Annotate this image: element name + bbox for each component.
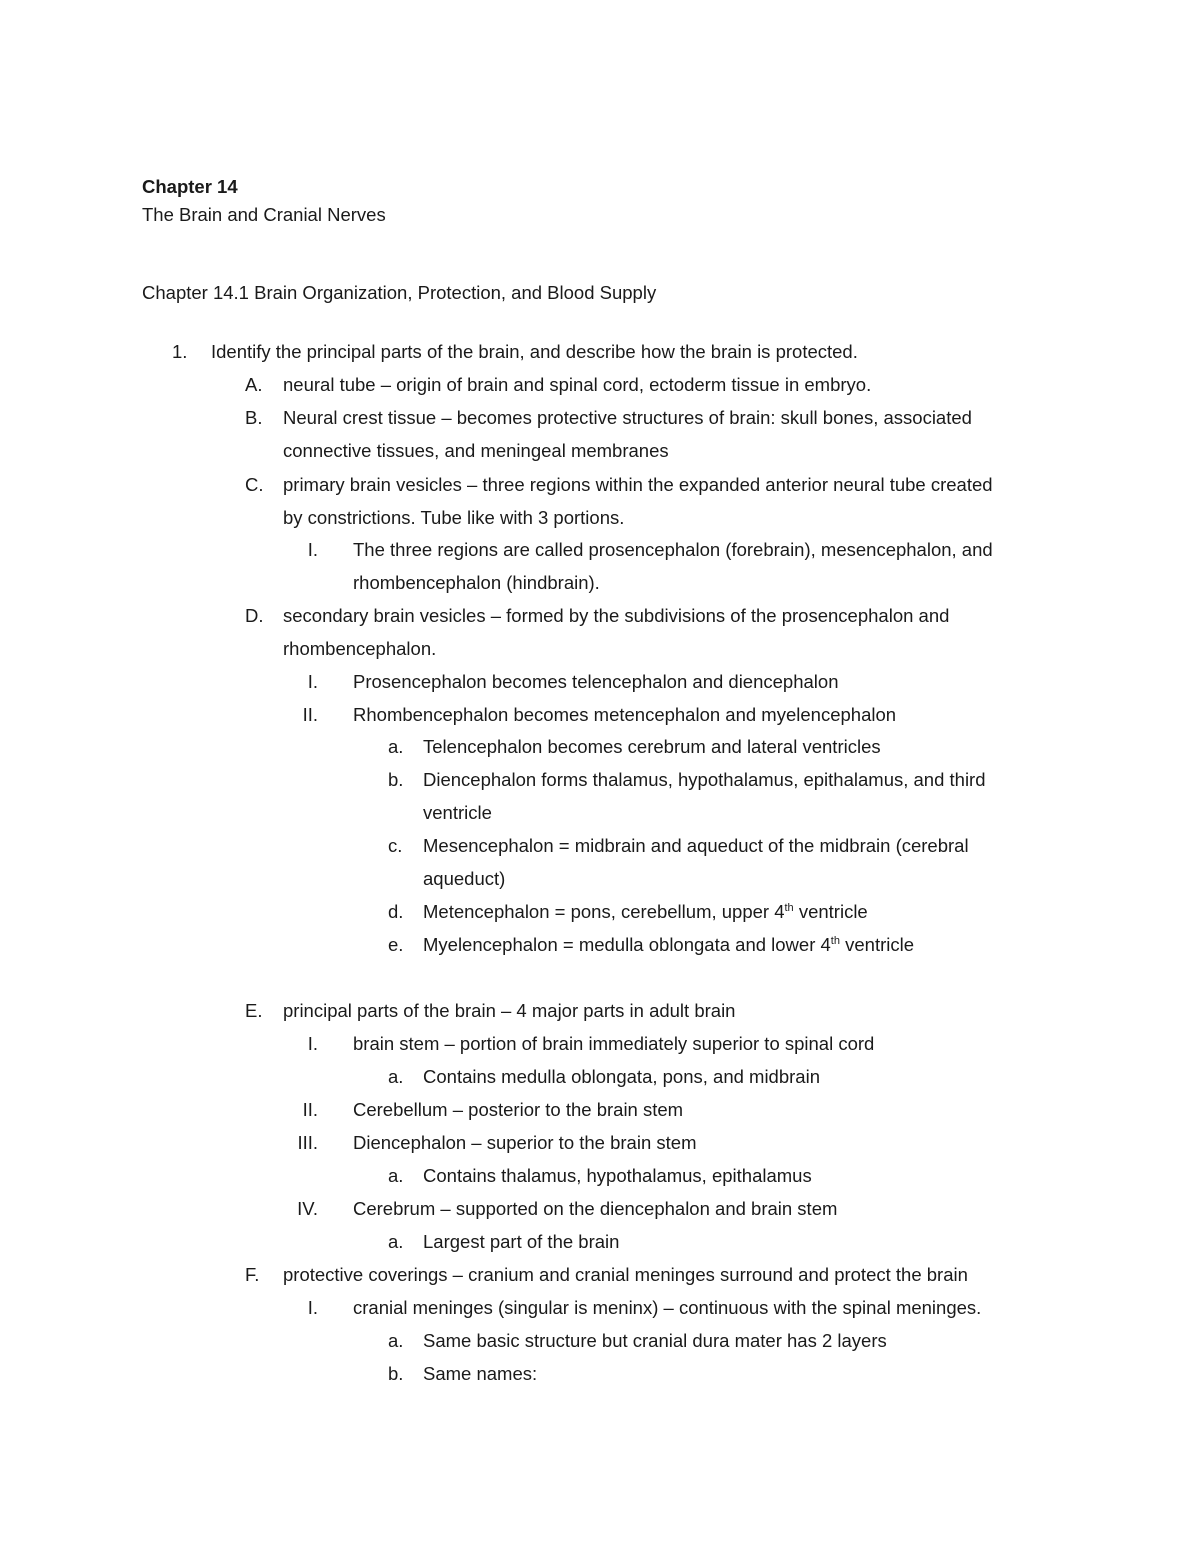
list-marker: b.	[388, 1363, 404, 1384]
list-item-continuation: aqueduct)	[423, 868, 506, 889]
list-item-continuation: connective tissues, and meningeal membranes	[283, 440, 669, 461]
list-marker: II.	[302, 1099, 318, 1120]
list-item: Largest part of the brain	[423, 1231, 620, 1252]
list-marker: a.	[388, 1231, 404, 1252]
list-item: Diencephalon – superior to the brain stem	[353, 1132, 697, 1153]
text-part: Metencephalon = pons, cerebellum, upper 4	[423, 901, 785, 922]
list-item: brain stem – portion of brain immediately superior to spinal cord	[353, 1033, 875, 1054]
chapter-title: Chapter 14	[142, 176, 238, 197]
list-marker: I.	[307, 539, 318, 560]
list-marker: d.	[388, 901, 404, 922]
list-item: Same basic structure but cranial dura mater has 2 layers	[423, 1330, 887, 1351]
list-marker: F.	[245, 1264, 260, 1285]
list-marker: I.	[307, 671, 318, 692]
list-item: protective coverings – cranium and cranial meninges surround and protect the brain	[283, 1264, 968, 1285]
list-marker: IV.	[297, 1198, 318, 1219]
list-item: Identify the principal parts of the brain, and describe how the brain is protected.	[211, 341, 858, 362]
list-item: Same names:	[423, 1363, 538, 1384]
list-item: Rhombencephalon becomes metencephalon and myelencephalon	[353, 704, 897, 725]
text-part: Myelencephalon = medulla oblongata and lower 4	[423, 934, 831, 955]
list-item: Neural crest tissue – becomes protective structures of brain: skull bones, associated	[283, 407, 972, 428]
text-part: ventricle	[793, 901, 868, 922]
list-marker: I.	[307, 1033, 318, 1054]
list-marker: D.	[245, 605, 264, 626]
list-item: Cerebellum – posterior to the brain stem	[353, 1099, 684, 1120]
chapter-subtitle: The Brain and Cranial Nerves	[142, 204, 386, 225]
list-item: primary brain vesicles – three regions within the expanded anterior neural tube created	[283, 474, 993, 495]
list-item: Mesencephalon = midbrain and aqueduct of the midbrain (cerebral	[423, 835, 969, 856]
list-item-continuation: by constrictions. Tube like with 3 portions.	[283, 507, 625, 528]
list-marker: B.	[245, 407, 263, 428]
list-marker: E.	[245, 1000, 263, 1021]
list-marker: C.	[245, 474, 264, 495]
list-marker: II.	[302, 704, 318, 725]
list-item: Contains thalamus, hypothalamus, epithalamus	[423, 1165, 812, 1186]
list-marker: e.	[388, 934, 404, 955]
list-marker: b.	[388, 769, 404, 790]
section-heading: Chapter 14.1 Brain Organization, Protection, and Blood Supply	[142, 282, 657, 303]
list-marker: a.	[388, 1330, 404, 1351]
list-item-continuation: rhombencephalon.	[283, 638, 437, 659]
superscript: th	[830, 934, 840, 947]
list-item: neural tube – origin of brain and spinal cord, ectoderm tissue in embryo.	[283, 374, 872, 395]
list-marker: I.	[307, 1297, 318, 1318]
list-item: principal parts of the brain – 4 major parts in adult brain	[283, 1000, 736, 1021]
list-item: Telencephalon becomes cerebrum and lateral ventricles	[423, 736, 881, 757]
list-marker: 1.	[172, 341, 188, 362]
list-marker: a.	[388, 736, 404, 757]
list-item: Diencephalon forms thalamus, hypothalamus, epithalamus, and third	[423, 769, 986, 790]
list-item	[423, 934, 914, 956]
list-item: Prosencephalon becomes telencephalon and diencephalon	[353, 671, 839, 692]
list-item-continuation: ventricle	[423, 802, 492, 823]
list-item-continuation: rhombencephalon (hindbrain).	[353, 572, 600, 593]
list-item: cranial meninges (singular is meninx) – continuous with the spinal meninges.	[353, 1297, 982, 1318]
superscript: th	[784, 901, 794, 914]
list-marker: a.	[388, 1165, 404, 1186]
list-marker: III.	[297, 1132, 318, 1153]
list-marker: c.	[388, 835, 403, 856]
list-item	[423, 901, 868, 923]
text-part: ventricle	[839, 934, 915, 955]
list-item: Contains medulla oblongata, pons, and midbrain	[423, 1066, 820, 1087]
list-item: secondary brain vesicles – formed by the subdivisions of the prosencephalon and	[283, 605, 950, 626]
list-item: Cerebrum – supported on the diencephalon and brain stem	[353, 1198, 838, 1219]
list-marker: a.	[388, 1066, 404, 1087]
list-item: The three regions are called prosencephalon (forebrain), mesencephalon, and	[353, 539, 993, 560]
list-marker: A.	[245, 374, 263, 395]
